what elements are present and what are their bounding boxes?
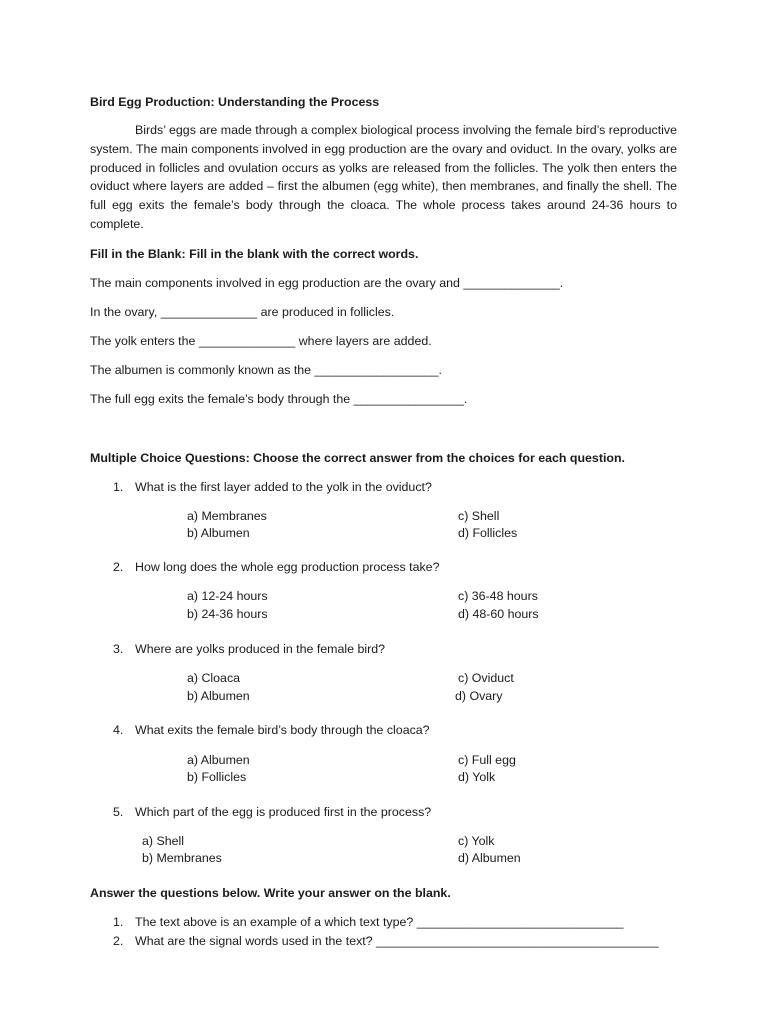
answer-heading: Answer the questions below. Write your answer on the blank.	[90, 886, 451, 900]
fill-in-item: The main components involved in egg production are the ovary and ______________.	[90, 276, 564, 290]
mcq-heading: Multiple Choice Questions: Choose the correct answer from the choices for each question.	[90, 451, 625, 465]
fill-in-item: In the ovary, ______________ are produced in follicles.	[90, 305, 395, 319]
mcq-choice-a: a) Shell	[142, 834, 185, 848]
mcq-choice-c: c) 36-48 hours	[458, 589, 538, 603]
mcq-number: 3.	[113, 642, 124, 656]
mcq-question: What exits the female bird’s body through the cloaca?	[135, 723, 430, 737]
mcq-choice-d: d) Albumen	[458, 851, 521, 865]
mcq-choice-c: c) Oviduct	[458, 671, 514, 685]
mcq-choice-a: a) 12-24 hours	[187, 589, 268, 603]
answer-number: 1.	[113, 915, 124, 929]
mcq-choice-c: c) Yolk	[458, 834, 495, 848]
mcq-choice-a: a) Membranes	[187, 509, 267, 523]
mcq-choice-b: b) Follicles	[187, 770, 247, 784]
mcq-choice-a: a) Cloaca	[187, 671, 241, 685]
intro-paragraph	[90, 121, 677, 234]
mcq-choice-b: b) Albumen	[187, 689, 250, 703]
mcq-choice-d: d) Follicles	[458, 526, 518, 540]
intro-text: Birds’ eggs are made through a complex biological process involving the female bird’s reproductive system. The main components involved in egg production are the ovary and oviduct. In the ovary, yolks are produced in follicles and ovulation occurs as yolks are released from the follicles. The yolk then enters the oviduct where layers are added – first the albumen (egg white), then membranes, and finally the shell. The full egg exits the female’s body through the cloaca. The whole process takes around 24-36 hours to complete.	[90, 123, 677, 231]
mcq-number: 2.	[113, 560, 124, 574]
mcq-choice-d: d) Yolk	[458, 770, 496, 784]
mcq-choice-d: d) Ovary	[455, 689, 503, 703]
mcq-question: How long does the whole egg production process take?	[135, 560, 440, 574]
fill-in-item: The yolk enters the ______________ where layers are added.	[90, 334, 432, 348]
mcq-choice-b: b) Membranes	[142, 851, 222, 865]
mcq-number: 1.	[113, 480, 124, 494]
answer-question: The text above is an example of a which text type? ______________________________	[135, 915, 624, 929]
answer-question: What are the signal words used in the text? _________________________________________	[135, 934, 659, 948]
mcq-choice-b: b) 24-36 hours	[187, 607, 268, 621]
mcq-choice-a: a) Albumen	[187, 753, 250, 767]
fill-in-item: The full egg exits the female’s body through the ________________.	[90, 392, 468, 406]
mcq-choice-b: b) Albumen	[187, 526, 250, 540]
worksheet-title: Bird Egg Production: Understanding the Process	[90, 95, 380, 109]
mcq-number: 4.	[113, 723, 124, 737]
mcq-question: What is the first layer added to the yolk in the oviduct?	[135, 480, 432, 494]
mcq-choice-c: c) Full egg	[458, 753, 516, 767]
answer-number: 2.	[113, 934, 124, 948]
mcq-choice-d: d) 48-60 hours	[458, 607, 539, 621]
mcq-choice-c: c) Shell	[458, 509, 500, 523]
mcq-question: Which part of the egg is produced first in the process?	[135, 805, 432, 819]
mcq-question: Where are yolks produced in the female bird?	[135, 642, 386, 656]
fill-in-item: The albumen is commonly known as the __________________.	[90, 363, 442, 377]
fill-in-heading: Fill in the Blank: Fill in the blank with the correct words.	[90, 247, 419, 261]
mcq-number: 5.	[113, 805, 124, 819]
